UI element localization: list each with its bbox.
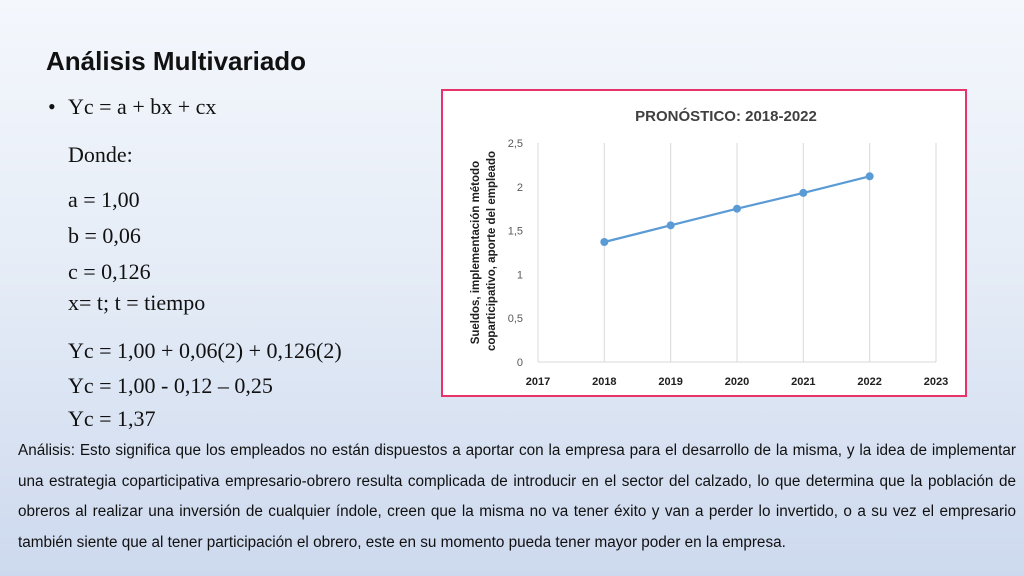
y-tick-label: 1,5 [507,225,523,238]
data-point [866,172,874,180]
chart-canvas [443,91,965,395]
y-tick-label: 2,5 [507,138,523,150]
x-tick-label: 2017 [525,376,551,388]
coef-c: c = 0,126 [68,259,151,284]
x-tick-label: 2018 [592,376,617,388]
x-tick-label: 2023 [923,376,949,388]
donde-label: Donde: [68,142,133,167]
analysis-text: Esto significa que los empleados no están dispuestos a aportar con la empresa para el desarrollo de la misma, y la idea de implementar una estrategia coparticipativa empresario-obrero resulta complicada de introducir en el sector del calzado, lo que determina que la población de obreros al realizar una inversión de cualquier índole, creen que la misma no va tener éxito y van a perder lo invertido, o a su vez el empresario también siente que al tener participación el obrero, este en su momento pueda tener mayor poder en la empresa. [18,442,1016,551]
y-tick-label: 0,5 [507,313,523,326]
chart-title: PRONÓSTICO: 2018-2022 [635,108,817,125]
y-tick-label: 0 [516,357,523,369]
data-point [667,221,675,229]
y-axis-label-line-2: coparticipativo, aporte del empleado [486,150,498,352]
slide-title: Análisis Multivariado [46,46,307,76]
y-axis-label [470,151,498,351]
x-tick-label: 2021 [791,376,816,388]
variable-def: x= t; t = tiempo [68,290,206,315]
forecast-chart [441,89,967,397]
data-point [733,205,741,213]
coef-b: b = 0,06 [68,223,141,248]
x-tick-label: 2019 [658,376,683,388]
data-point [600,238,608,246]
calc-result: Yc = 1,37 [68,406,156,431]
calc-step-2: Yc = 1,00 - 0,12 – 0,25 [68,373,273,398]
x-tick-label: 2020 [724,376,750,388]
bullet-marker: • [48,94,56,119]
coef-a: a = 1,00 [68,187,140,212]
analysis-label: Análisis: [18,442,75,459]
formula-general: Yc = a + bx + cx [68,94,217,119]
data-point [799,189,807,197]
x-tick-label: 2022 [857,376,882,388]
analysis-paragraph [18,436,1016,558]
calc-step-1: Yc = 1,00 + 0,06(2) + 0,126(2) [68,338,342,363]
y-axis-label-line-1: Sueldos, implementación método [470,160,482,345]
y-tick-label: 1 [516,269,523,282]
y-tick-label: 2 [516,181,523,194]
